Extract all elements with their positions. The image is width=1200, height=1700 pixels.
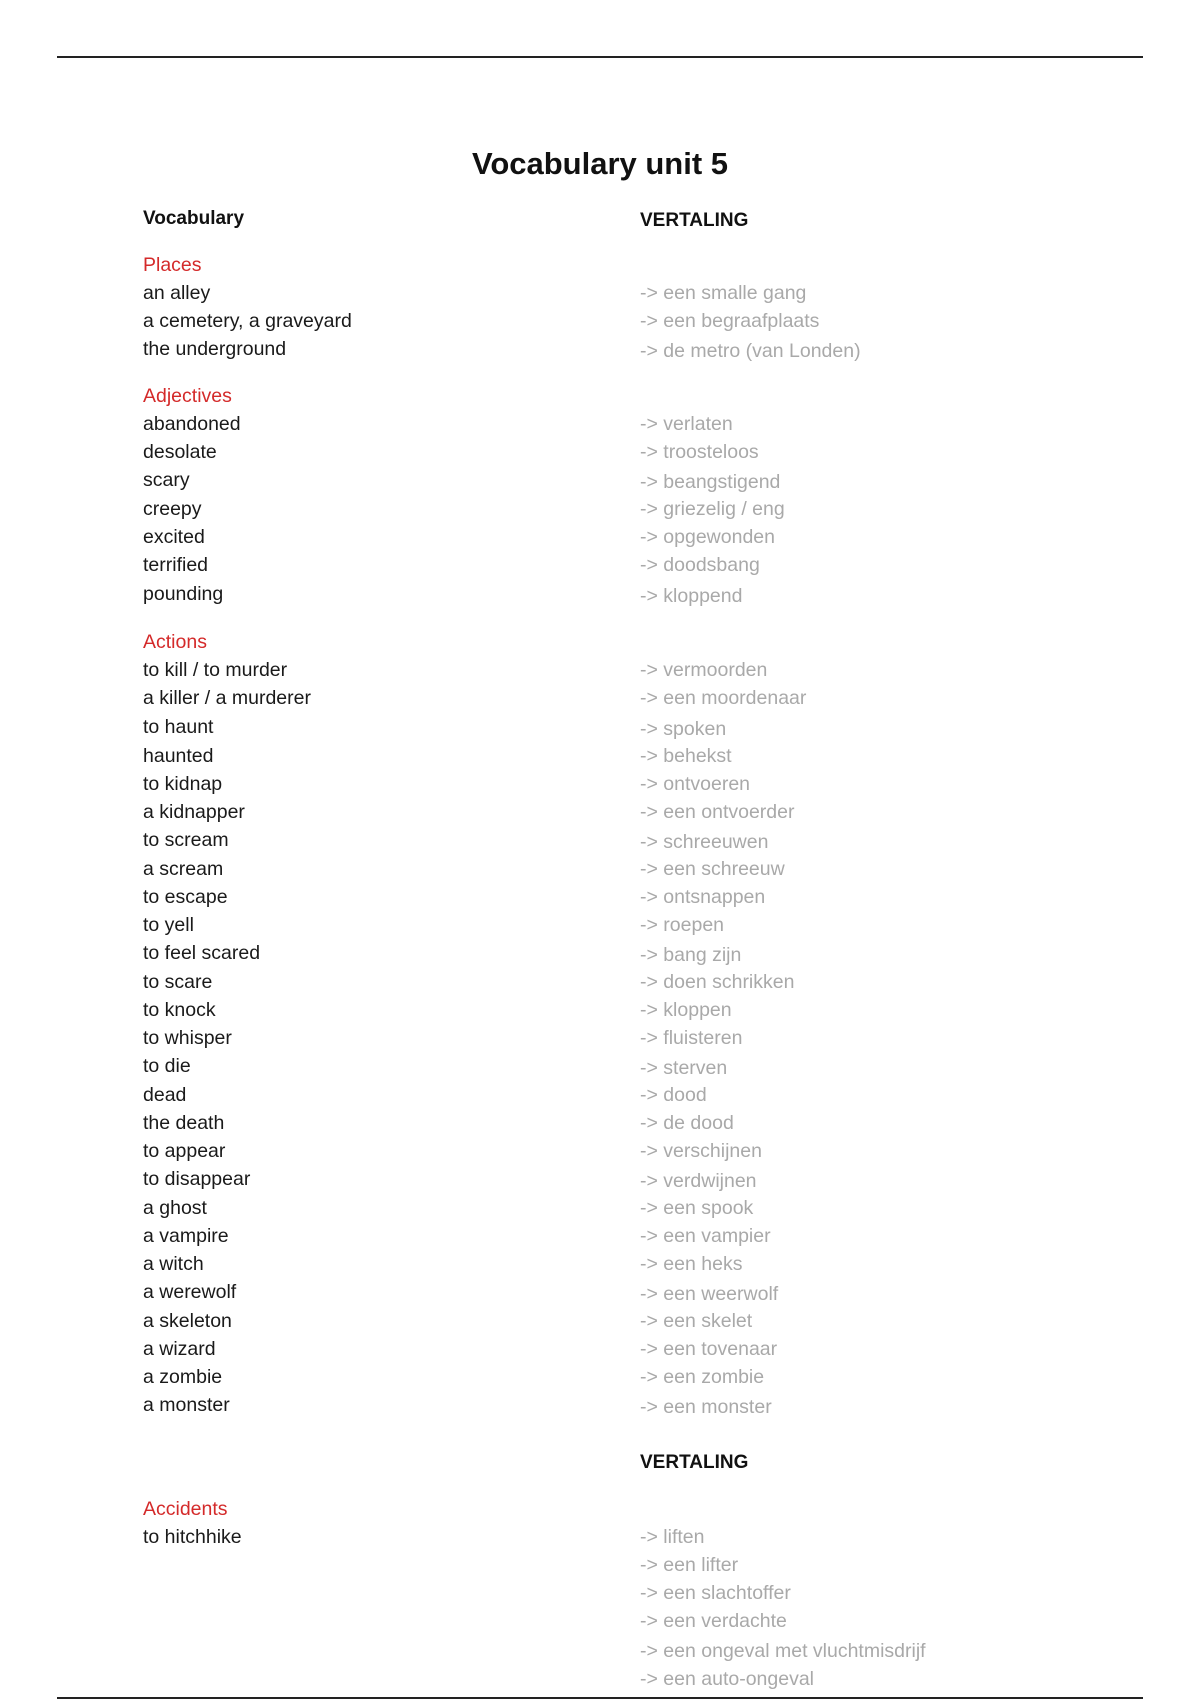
- vocab-term: to yell: [143, 914, 194, 936]
- vocab-term: a cemetery, a graveyard: [143, 310, 352, 332]
- vocab-translation: -> opgewonden: [640, 526, 775, 548]
- vocab-translation: -> doodsbang: [640, 554, 760, 576]
- vocab-translation: -> een verdachte: [640, 1610, 787, 1632]
- vocab-term: abandoned: [143, 413, 241, 435]
- vocab-translation: -> griezelig / eng: [640, 498, 785, 520]
- vocab-translation: -> liften: [640, 1526, 705, 1548]
- vocab-term: to die: [143, 1055, 191, 1077]
- vocab-translation: -> kloppend: [640, 585, 743, 607]
- vocab-translation: -> ontvoeren: [640, 773, 751, 795]
- vocab-term: a kidnapper: [143, 801, 245, 823]
- vocab-term: to scream: [143, 829, 229, 851]
- vocab-translation: -> verschijnen: [640, 1140, 762, 1162]
- vocab-term: excited: [143, 526, 205, 548]
- vocab-term: a killer / a murderer: [143, 687, 311, 709]
- vocab-translation: -> een zombie: [640, 1366, 765, 1388]
- top-rule: [57, 56, 1143, 58]
- vocab-translation: -> de metro (van Londen): [640, 340, 861, 362]
- vocab-translation: -> ontsnappen: [640, 886, 766, 908]
- vocab-term: a werewolf: [143, 1281, 237, 1303]
- vocab-translation: -> roepen: [640, 914, 725, 936]
- vocab-term: pounding: [143, 583, 224, 605]
- vocab-term: to whisper: [143, 1027, 232, 1049]
- vocab-translation: -> spoken: [640, 718, 727, 740]
- vocab-term: dead: [143, 1084, 187, 1106]
- column-header-vertaling-repeat: VERTALING: [640, 1452, 749, 1473]
- vocab-translation: -> verlaten: [640, 413, 733, 435]
- vocab-translation: -> een ongeval met vluchtmisdrijf: [640, 1640, 926, 1662]
- vocab-term: a zombie: [143, 1366, 223, 1388]
- vocab-term: an alley: [143, 282, 211, 304]
- vocab-translation: -> een ontvoerder: [640, 801, 795, 823]
- column-header-vertaling: VERTALING: [640, 210, 749, 231]
- vocab-term: to hitchhike: [143, 1526, 242, 1548]
- vocab-term: the death: [143, 1112, 225, 1134]
- page-title: Vocabulary unit 5: [471, 146, 729, 181]
- vocab-term: a ghost: [143, 1197, 207, 1219]
- vocab-translation: -> behekst: [640, 745, 732, 767]
- vocab-translation: -> een schreeuw: [640, 858, 785, 880]
- vocab-translation: -> doen schrikken: [640, 971, 795, 993]
- vocab-term: a vampire: [143, 1225, 229, 1247]
- vocab-term: a wizard: [143, 1338, 216, 1360]
- vocab-translation: -> bang zijn: [640, 944, 742, 966]
- vocab-translation: -> de dood: [640, 1112, 734, 1134]
- vocab-translation: -> kloppen: [640, 999, 732, 1021]
- bottom-rule: [57, 1697, 1143, 1699]
- section-heading-adjectives: Adjectives: [143, 385, 232, 407]
- vocab-translation: -> troosteloos: [640, 441, 759, 463]
- vocab-term: a skeleton: [143, 1310, 232, 1332]
- vocab-translation: -> vermoorden: [640, 659, 768, 681]
- vocab-term: to disappear: [143, 1168, 251, 1190]
- vocab-term: the underground: [143, 338, 287, 360]
- section-heading-actions: Actions: [143, 631, 207, 653]
- vocab-translation: -> een spook: [640, 1197, 754, 1219]
- section-heading-accidents: Accidents: [143, 1498, 228, 1520]
- vocab-translation: -> beangstigend: [640, 471, 781, 493]
- vocab-translation: -> een vampier: [640, 1225, 771, 1247]
- vocab-translation: -> een auto-ongeval: [640, 1668, 815, 1690]
- vocab-term: to haunt: [143, 716, 214, 738]
- vocab-translation: -> een begraafplaats: [640, 310, 820, 332]
- vocab-translation: -> een monster: [640, 1396, 772, 1418]
- vocab-term: a scream: [143, 858, 224, 880]
- vocab-term: desolate: [143, 441, 217, 463]
- vocab-translation: -> fluisteren: [640, 1027, 743, 1049]
- vocab-translation: -> een weerwolf: [640, 1283, 779, 1305]
- vocab-term: to kidnap: [143, 773, 223, 795]
- section-heading-places: Places: [143, 254, 202, 276]
- vocab-term: to escape: [143, 886, 228, 908]
- vocab-term: to knock: [143, 999, 216, 1021]
- vocab-translation: -> een heks: [640, 1253, 743, 1275]
- vocab-translation: -> een slachtoffer: [640, 1582, 791, 1604]
- vocab-term: a witch: [143, 1253, 204, 1275]
- vocab-term: a monster: [143, 1394, 230, 1416]
- vocab-term: to kill / to murder: [143, 659, 288, 681]
- vocab-term: to appear: [143, 1140, 226, 1162]
- vocab-translation: -> verdwijnen: [640, 1170, 757, 1192]
- vocab-translation: -> een tovenaar: [640, 1338, 778, 1360]
- vocab-term: scary: [143, 469, 190, 491]
- vocab-translation: -> schreeuwen: [640, 831, 769, 853]
- vocab-translation: -> een smalle gang: [640, 282, 807, 304]
- vocab-term: to feel scared: [143, 942, 261, 964]
- vocab-translation: -> sterven: [640, 1057, 728, 1079]
- vocab-term: terrified: [143, 554, 209, 576]
- vocab-translation: -> een skelet: [640, 1310, 753, 1332]
- vocab-translation: -> dood: [640, 1084, 707, 1106]
- vocab-term: to scare: [143, 971, 213, 993]
- vocab-term: creepy: [143, 498, 202, 520]
- vocab-translation: -> een lifter: [640, 1554, 739, 1576]
- vocab-translation: -> een moordenaar: [640, 687, 807, 709]
- vocab-term: haunted: [143, 745, 214, 767]
- column-header-vocabulary: Vocabulary: [143, 208, 245, 229]
